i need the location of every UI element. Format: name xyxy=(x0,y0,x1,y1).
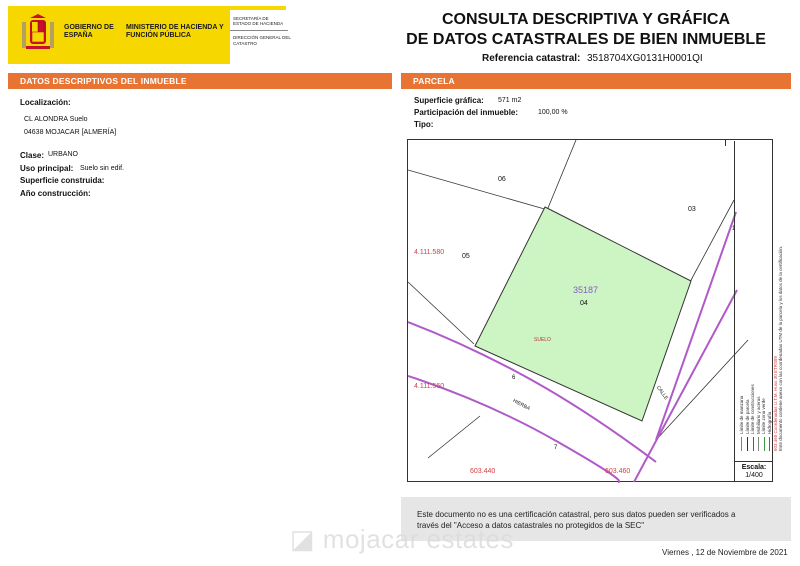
map-label-7: 7 xyxy=(554,445,558,451)
map-label-03: 03 xyxy=(688,206,696,213)
section-bar-descriptivos xyxy=(8,73,392,89)
legend-label: Límite zona verde xyxy=(761,398,767,434)
uso-value: Suelo sin edif. xyxy=(80,165,124,172)
anio-construccion-label: Año construcción: xyxy=(20,189,91,198)
section-bar-parcela xyxy=(401,73,791,89)
scale-value: 1/400 xyxy=(745,472,763,479)
map-label-05: 05 xyxy=(462,253,470,260)
localizacion-label: Localización: xyxy=(20,98,71,107)
legend-swatch xyxy=(758,437,759,451)
legend-label: Límite de manzana xyxy=(739,395,744,434)
watermark-logo xyxy=(290,524,514,555)
tick-mark xyxy=(725,140,726,146)
uso-label: Uso principal: xyxy=(20,164,74,173)
coord-x-603460: 603.460 xyxy=(605,468,631,475)
reference-value: 3518704XG0131H0001QI xyxy=(587,53,703,64)
coord-y-4111560: 4.111.560 xyxy=(414,383,445,390)
address-line-2: 04638 MOJACAR [ALMERÍA] xyxy=(24,129,117,136)
map-label-6: 6 xyxy=(512,375,516,381)
legend-label: Mobiliario y aceras xyxy=(755,396,761,434)
superficie-grafica-value: 571 m2 xyxy=(498,97,522,104)
gobierno-text: GOBIERNO DE ESPAÑA xyxy=(64,24,114,39)
coat-of-arms-icon xyxy=(18,14,58,56)
legend-note: Este documento contiene anexo con las coordenadas UTM de la parcela y los datos de la certificación. xyxy=(778,245,784,451)
parcel-subnumber: 04 xyxy=(580,300,588,307)
title-line-2: DE DATOS CATASTRALES DE BIEN INMUEBLE xyxy=(406,31,766,48)
legend-label: Hidrografía xyxy=(766,411,772,434)
page-title xyxy=(400,10,772,50)
document-date: Viernes , 12 de Noviembre de 2021 xyxy=(662,548,788,557)
map-label-1: 1 xyxy=(732,226,736,232)
section-title-descriptivos: DATOS DESCRIPTIVOS DEL xyxy=(20,76,139,86)
participacion-label: Participación del inmueble: xyxy=(414,108,519,117)
map-scale xyxy=(734,461,773,482)
government-logo xyxy=(8,6,291,64)
tipo-label: Tipo: xyxy=(414,120,434,129)
reference-row xyxy=(482,53,703,64)
secretaria-box xyxy=(228,10,294,64)
cadastral-map xyxy=(407,139,773,482)
superficie-grafica-label: Superficie gráfica: xyxy=(414,96,484,105)
address-line-1: CL ALONDRA Suelo xyxy=(24,116,88,123)
parcel-number: 35187 xyxy=(573,285,599,295)
street-label-hierba: HIERBA xyxy=(511,397,531,413)
reference-label: Referencia catastral: xyxy=(482,53,581,64)
clase-label: Clase: xyxy=(20,151,45,160)
boundary-line xyxy=(548,140,576,208)
clase-value: URBANO xyxy=(48,151,78,158)
watermark-icon: ◪ xyxy=(290,524,323,554)
section-title-parcela: PARCELA xyxy=(413,76,455,86)
map-legend xyxy=(734,141,784,461)
disclaimer-line-1: Este documento no es una certificación catastral, pero sus datos pueden ser verificados a xyxy=(417,510,736,519)
map-label-suelo: SUELO xyxy=(534,337,551,343)
coord-y-4111580: 4.111.580 xyxy=(414,249,445,256)
legend-swatch xyxy=(741,437,742,451)
boundary-line xyxy=(690,200,734,282)
section-title-inmueble: INMUEBLE xyxy=(140,76,187,86)
ministerio-text: MINISTERIO DE HACIENDA Y FUNCIÓN PÚBLICA xyxy=(126,24,224,39)
disclaimer-line-2: través del "Acceso a datos catastrales no protegidos de la SEC" xyxy=(417,521,645,530)
map-label-06: 06 xyxy=(498,176,506,183)
legend-swatch xyxy=(753,437,754,451)
coord-x-603440: 603.440 xyxy=(470,468,496,475)
legend-swatch xyxy=(764,437,765,451)
scale-label: Escala: xyxy=(741,464,767,471)
street-label-calle: CALLE xyxy=(654,384,669,402)
superficie-construida-label: Superficie construida: xyxy=(20,176,105,185)
legend-coordinates: 603.460 Coordenadas U.T.M. Huso 30 ETRS89 xyxy=(772,355,778,451)
secretaria-text: SECRETARÍA DE ESTADO DE HACIENDA xyxy=(230,10,288,31)
legend-swatch xyxy=(747,437,748,451)
boundary-line xyxy=(408,170,548,210)
map-drawing xyxy=(408,140,774,483)
legend-label: Límite de construcciones xyxy=(750,384,756,434)
participacion-value: 100,00 % xyxy=(538,109,568,116)
legend-swatch xyxy=(769,437,770,451)
title-line-1: CONSULTA DESCRIPTIVA Y GRÁFICA xyxy=(441,11,730,28)
watermark-text: mojacar estates xyxy=(322,524,514,554)
boundary-line xyxy=(428,416,480,458)
direccion-text: DIRECCIÓN GENERAL DEL CATASTRO xyxy=(233,35,291,46)
legend-label: Límite de parcela xyxy=(744,399,750,434)
